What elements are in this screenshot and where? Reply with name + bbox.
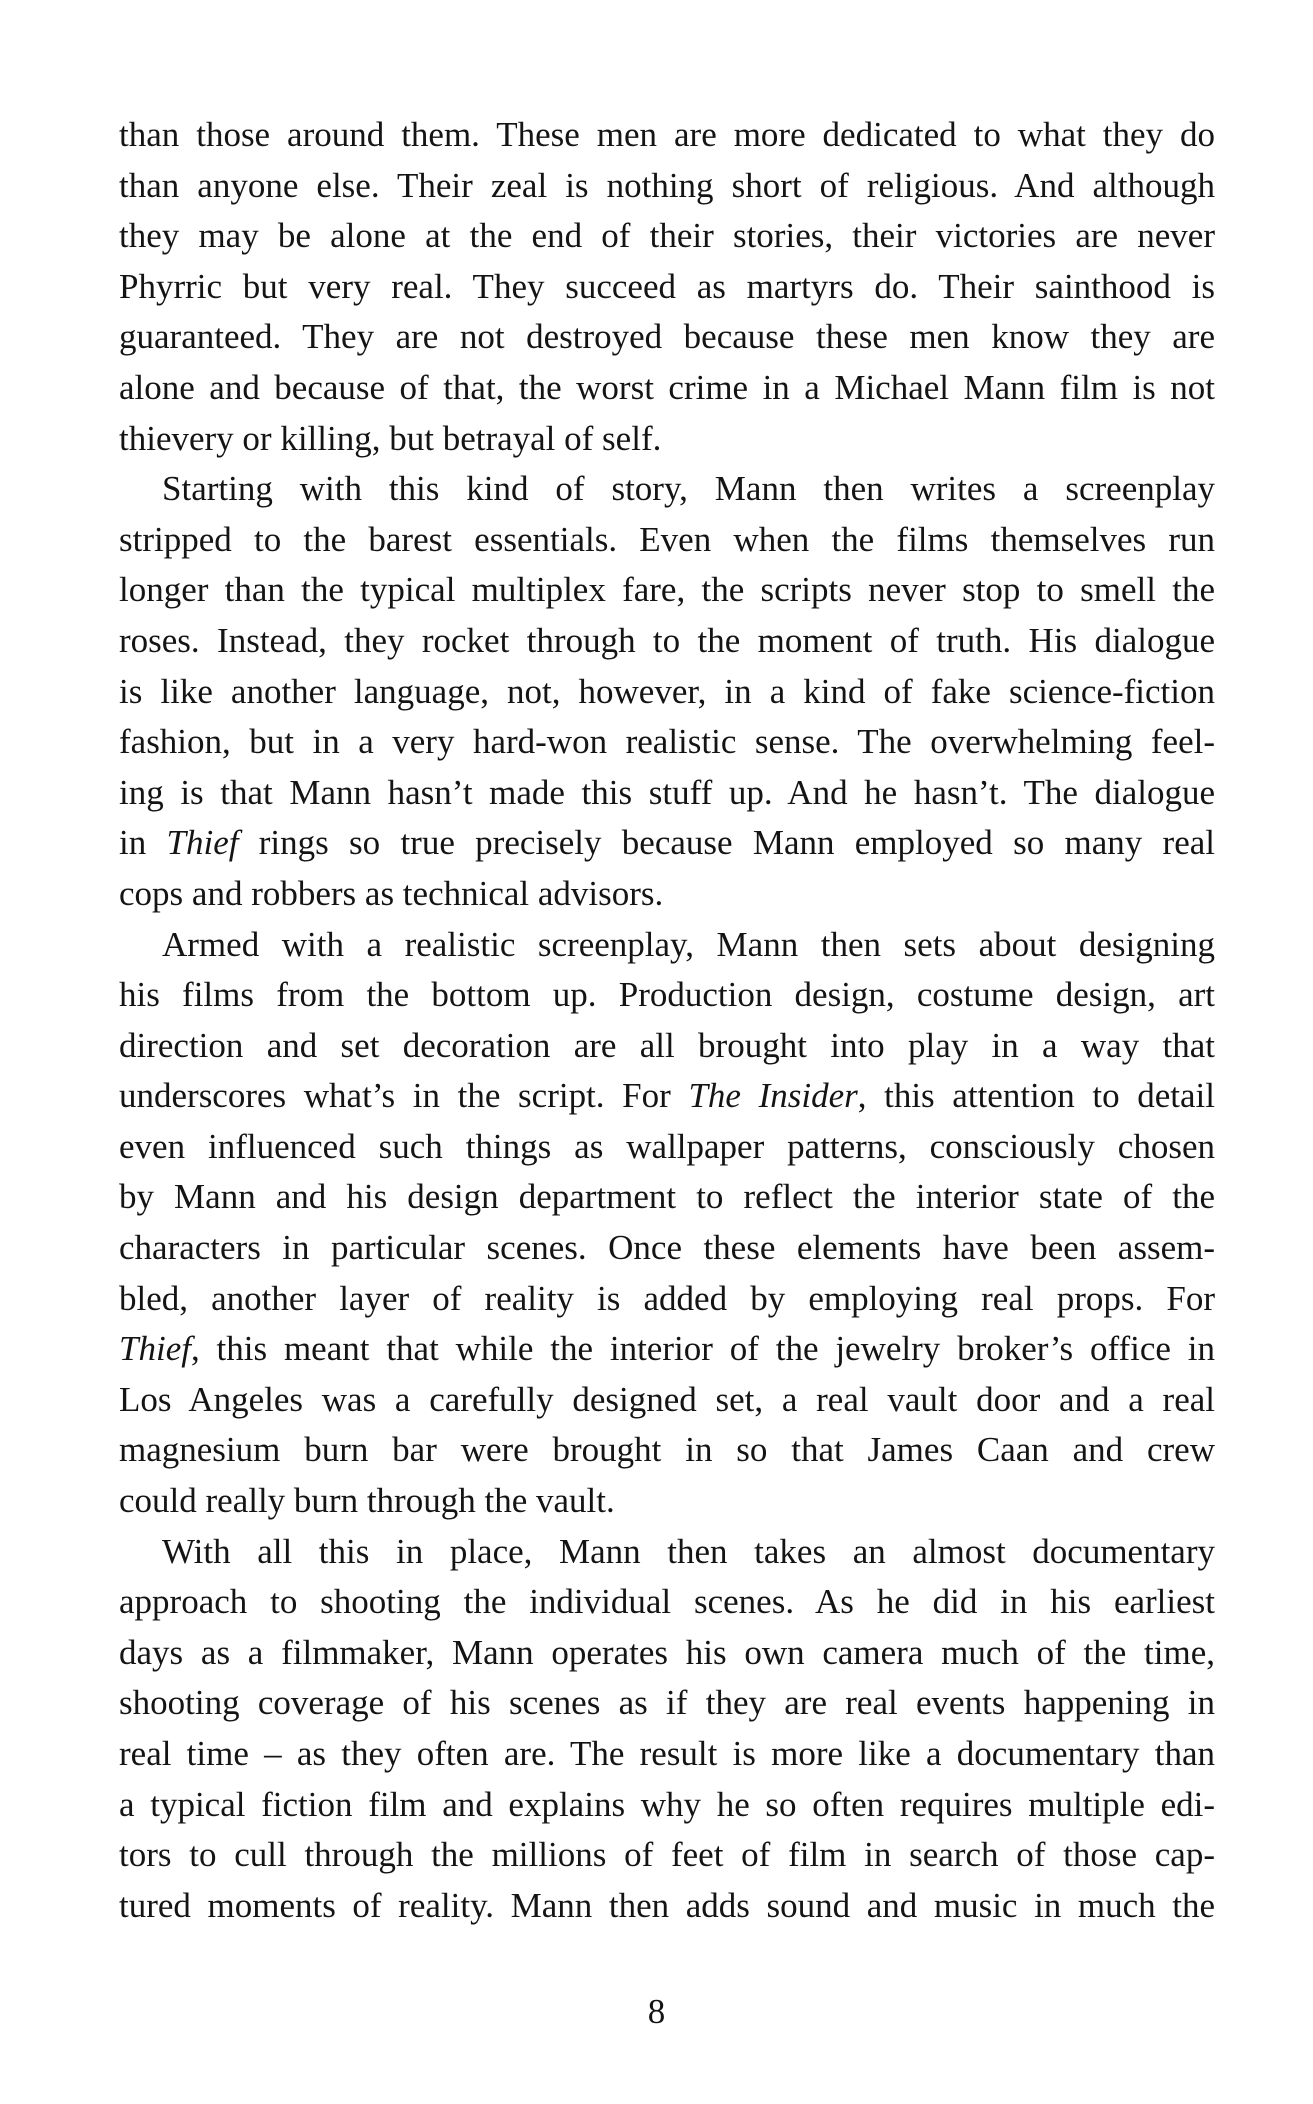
text-line: fashion, but in a very hard-won realistic sense. The overwhelming feel- xyxy=(119,722,1215,762)
text-line: guaranteed. They are not destroyed because these men know they are xyxy=(119,317,1215,357)
film-title: The Insider xyxy=(688,1076,858,1116)
text-line: characters in particular scenes. Once these elements have been assem- xyxy=(119,1228,1215,1268)
text-line: even influenced such things as wallpaper patterns, consciously chosen xyxy=(119,1126,1215,1166)
text-line: ing is that Mann hasn’t made this stuff up. And he hasn’t. The dialogue xyxy=(119,772,1215,812)
text-run: in xyxy=(119,823,167,863)
text-run: , this meant that while the interior of the jewelry broker’s office in xyxy=(190,1329,1215,1369)
text-line: is like another language, not, however, in a kind of fake science-fiction xyxy=(119,671,1215,711)
text-line: shooting coverage of his scenes as if they are real events happening in xyxy=(119,1683,1215,1723)
text-line: thievery or killing, but betrayal of self. xyxy=(119,418,662,458)
text-line: roses. Instead, they rocket through to the moment of truth. His dialogue xyxy=(119,620,1215,660)
text-line: by Mann and his design department to reflect the interior state of the xyxy=(119,1177,1215,1217)
text-line: alone and because of that, the worst crime in a Michael Mann film is not xyxy=(119,367,1215,407)
text-run: underscores what’s in the script. For xyxy=(119,1076,689,1116)
text-line: longer than the typical multiplex fare, the scripts never stop to smell the xyxy=(119,570,1215,610)
text-line: his films from the bottom up. Production design, costume design, art xyxy=(119,975,1215,1015)
text-line: With all this in place, Mann then takes an almost documentary xyxy=(162,1531,1215,1571)
paragraph-2 xyxy=(119,464,1215,919)
page-number: 8 xyxy=(647,1992,666,2031)
text-line: days as a filmmaker, Mann operates his own camera much of the time, xyxy=(119,1632,1215,1672)
body-text xyxy=(119,110,1215,1931)
film-title: Thief xyxy=(119,1329,191,1369)
text-line: approach to shooting the individual scenes. As he did in his earliest xyxy=(119,1582,1215,1622)
paragraph-3 xyxy=(119,920,1215,1527)
text-line xyxy=(119,818,1215,869)
text-line: tors to cull through the millions of feet of film in search of those cap- xyxy=(119,1835,1215,1875)
text-run: , this attention to detail xyxy=(857,1076,1216,1116)
text-line: they may be alone at the end of their stories, their victories are never xyxy=(119,216,1215,256)
text-line: than those around them. These men are more dedicated to what they do xyxy=(119,115,1215,154)
text-line: cops and robbers as technical advisors. xyxy=(119,873,664,913)
paragraph-4 xyxy=(119,1527,1215,1932)
text-line xyxy=(119,1071,1215,1122)
text-line: direction and set decoration are all brought into play in a way that xyxy=(119,1025,1215,1065)
text-line: Armed with a realistic screenplay, Mann then sets about designing xyxy=(162,924,1215,964)
text-line: a typical fiction film and explains why he so often requires multiple edi- xyxy=(119,1784,1215,1824)
text-line: magnesium burn bar were brought in so that James Caan and crew xyxy=(119,1430,1215,1470)
text-line: Los Angeles was a carefully designed set, a real vault door and a real xyxy=(119,1379,1215,1419)
text-line: real time – as they often are. The result is more like a documentary than xyxy=(119,1734,1215,1773)
text-run: rings so true precisely because Mann employed so many real xyxy=(238,823,1215,863)
text-line: than anyone else. Their zeal is nothing short of religious. And although xyxy=(119,165,1215,205)
text-line: stripped to the barest essentials. Even when the films themselves run xyxy=(119,519,1215,559)
text-line: could really burn through the vault. xyxy=(119,1481,615,1521)
text-line: Phyrric but very real. They succeed as martyrs do. Their sainthood is xyxy=(119,266,1215,306)
paragraph-1 xyxy=(119,110,1215,464)
film-title: Thief xyxy=(166,823,239,863)
text-line: tured moments of reality. Mann then adds sound and music in much the xyxy=(119,1885,1215,1925)
text-line: Starting with this kind of story, Mann then writes a screenplay xyxy=(162,469,1215,509)
text-line xyxy=(119,1324,1215,1375)
text-line: bled, another layer of reality is added by employing real props. For xyxy=(119,1278,1215,1318)
